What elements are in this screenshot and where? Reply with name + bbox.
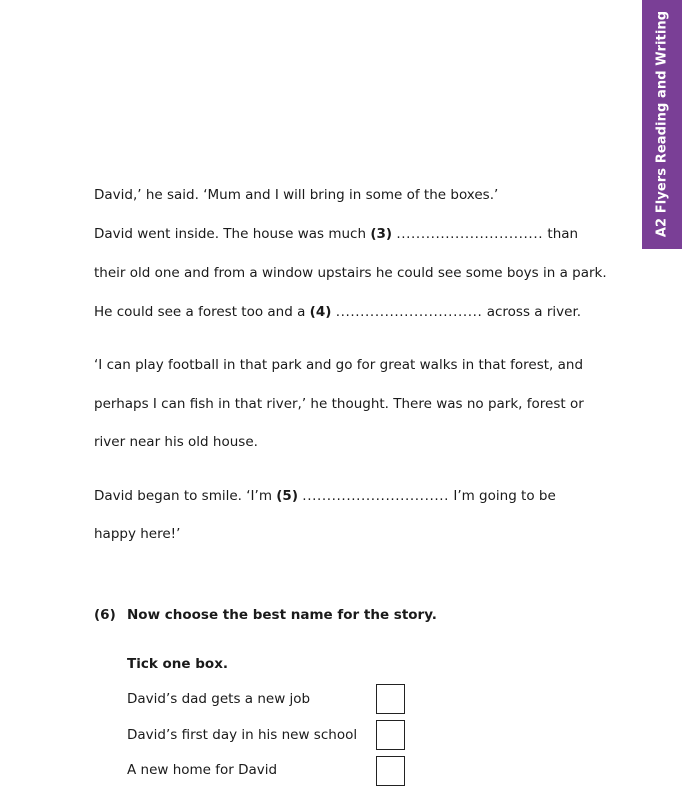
question-6-prompt: Now choose the best name for the story. — [127, 607, 437, 623]
story-line-5: ‘I can play football in that park and go for great walks in that forest, and — [94, 357, 584, 373]
story-line-4 — [94, 304, 581, 320]
tick-instruction: Tick one box. — [127, 656, 229, 672]
gap-3-answer-line[interactable]: .............................. — [396, 226, 544, 242]
story-line-3: their old one and from a window upstairs he could see some boys in a park. — [94, 265, 607, 281]
option-label-2: David’s first day in his new school — [127, 727, 358, 743]
story-line-9: happy here!’ — [94, 526, 181, 542]
gap-5-number: (5) — [276, 488, 298, 504]
story-line-4-start: He could see a forest too and a — [94, 304, 310, 320]
section-side-tab — [642, 0, 682, 249]
story-line-1: David,’ he said. ‘Mum and I will bring in some of the boxes.’ — [94, 187, 499, 203]
story-line-8 — [94, 488, 556, 504]
gap-5-answer-line[interactable]: .............................. — [302, 488, 450, 504]
story-line-8-end: I’m going to be — [449, 488, 556, 504]
gap-4-number: (4) — [309, 304, 332, 320]
option-checkbox-3[interactable] — [376, 756, 405, 786]
story-line-2-start: David went inside. The house was much — [94, 226, 371, 242]
story-line-2-end: than — [543, 226, 579, 242]
option-checkbox-2[interactable] — [376, 720, 405, 750]
story-line-8-start: David began to smile. ‘I’m — [94, 488, 277, 504]
question-6-number: (6) — [94, 607, 116, 623]
story-line-7: river near his old house. — [94, 434, 258, 450]
gap-3-number: (3) — [370, 226, 393, 242]
story-line-2 — [94, 226, 578, 242]
option-label-3: A new home for David — [127, 762, 278, 778]
section-side-tab-label: A2 Flyers Reading and Writing — [654, 10, 670, 238]
story-line-4-end: across a river. — [482, 304, 582, 320]
option-checkbox-1[interactable] — [376, 684, 405, 714]
option-label-1: David’s dad gets a new job — [127, 691, 311, 707]
story-line-6: perhaps I can fish in that river,’ he thought. There was no park, forest or — [94, 396, 584, 412]
gap-4-answer-line[interactable]: .............................. — [335, 304, 483, 320]
